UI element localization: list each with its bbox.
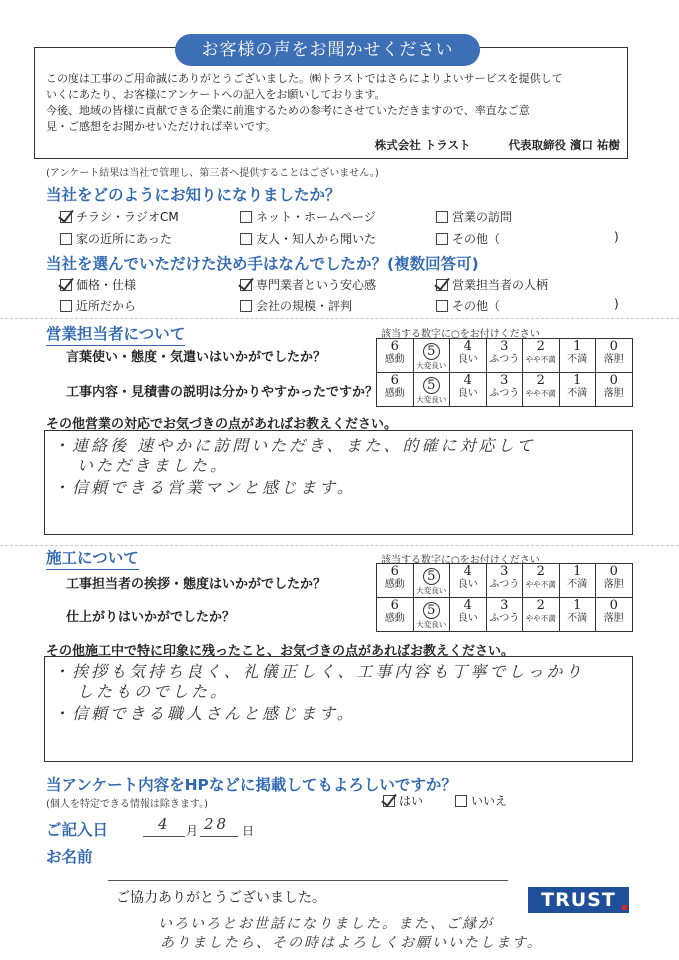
checkbox-icon[interactable] bbox=[240, 211, 252, 223]
sales-comment-prompt: その他営業の対応でお気づきの点があればお教えください。 bbox=[46, 417, 398, 432]
q2-option[interactable]: 価格・仕様 bbox=[60, 276, 136, 293]
rating-number: 6 bbox=[390, 598, 399, 613]
checkbox-icon[interactable] bbox=[60, 233, 72, 245]
checkbox-icon[interactable] bbox=[455, 795, 467, 807]
handwritten-line: いろいろとお世話になりました。また、ご縁が bbox=[158, 916, 494, 932]
construction-rating-table[interactable] bbox=[376, 563, 633, 632]
privacy-note: (アンケート結果は当社で管理し、第三者へ提供することはございません。) bbox=[46, 168, 379, 179]
rating-number: 5 bbox=[423, 602, 440, 619]
rating-number: 4 bbox=[463, 339, 472, 354]
checkbox-icon[interactable] bbox=[436, 300, 448, 312]
rating-label: 良い bbox=[457, 388, 478, 399]
rating-number: 0 bbox=[609, 339, 618, 354]
rating-cell-6[interactable] bbox=[377, 339, 414, 373]
rating-label: 感動 bbox=[384, 613, 405, 624]
rating-cell-0[interactable] bbox=[596, 373, 633, 407]
sales-question: 言葉使い・態度・気遣いはいかがでしたか？ bbox=[66, 350, 327, 365]
rating-number: 5 bbox=[423, 377, 440, 394]
comment-line: ・挨拶も気持ち良く、礼儀正しく、工事内容も丁寧でしっかり bbox=[53, 662, 585, 681]
rating-number: 3 bbox=[500, 564, 509, 579]
rating-label: やや不満 bbox=[525, 355, 556, 364]
rating-label: 落胆 bbox=[603, 354, 624, 365]
rating-cell-3[interactable] bbox=[486, 339, 523, 373]
q2-option[interactable]: その他（ bbox=[436, 297, 500, 314]
checkbox-icon[interactable] bbox=[60, 279, 72, 291]
publish-question: 当アンケート内容をHPなどに掲載してもよろしいですか？ bbox=[46, 776, 457, 794]
publish-no-option[interactable]: いいえ bbox=[455, 792, 507, 809]
rating-row bbox=[377, 598, 633, 632]
rating-number: 4 bbox=[463, 564, 472, 579]
rating-cell-2[interactable] bbox=[523, 373, 560, 407]
checkbox-icon[interactable] bbox=[60, 300, 72, 312]
rating-cell-5[interactable] bbox=[413, 339, 450, 373]
checkbox-icon[interactable] bbox=[240, 300, 252, 312]
comment-line: ・連絡後 速やかに訪問いただき、また、的確に対応して bbox=[53, 436, 536, 455]
day-unit: 日 bbox=[242, 824, 255, 838]
checkbox-icon[interactable] bbox=[240, 279, 252, 291]
q1-close-paren: ) bbox=[614, 230, 619, 244]
rating-number: 2 bbox=[536, 564, 545, 579]
rating-number: 2 bbox=[536, 598, 545, 613]
rating-number: 1 bbox=[573, 373, 582, 388]
rating-number: 4 bbox=[463, 373, 472, 388]
rating-cell-6[interactable] bbox=[377, 373, 414, 407]
q1-option[interactable]: 家の近所にあった bbox=[60, 230, 172, 247]
q1-option[interactable]: ネット・ホームページ bbox=[240, 208, 376, 225]
publish-note: (個人を特定できる情報は除きます。) bbox=[46, 799, 209, 810]
signature bbox=[300, 137, 620, 153]
comment-line: したものでした。 bbox=[77, 682, 230, 701]
rating-row bbox=[377, 373, 633, 407]
month-underline bbox=[143, 836, 185, 837]
intro-line: 見・ご感想をお聞かせいただければ幸いです。 bbox=[46, 120, 277, 133]
rating-cell-5[interactable] bbox=[413, 598, 450, 632]
q2-close-paren: ) bbox=[614, 297, 619, 311]
rating-label: 落胆 bbox=[603, 613, 624, 624]
rating-number: 1 bbox=[573, 598, 582, 613]
rating-label: ふつう bbox=[489, 613, 520, 624]
rating-label: やや不満 bbox=[525, 389, 556, 398]
construction-question: 工事担当者の挨拶・態度はいかがでしたか？ bbox=[66, 577, 327, 592]
rating-cell-2[interactable] bbox=[523, 564, 560, 598]
sales-hint: 該当する数字に○をお付けください bbox=[381, 329, 540, 340]
q2-option[interactable]: 営業担当者の人柄 bbox=[436, 276, 548, 293]
name-field[interactable] bbox=[46, 866, 626, 876]
q2-title: 当社を選んでいただけた決め手はなんでしたか？(複数回答可) bbox=[46, 255, 479, 273]
entry-day-value[interactable]: 28 bbox=[204, 815, 230, 833]
rating-label: 落胆 bbox=[603, 388, 624, 399]
rating-row bbox=[377, 339, 633, 373]
rating-label: ふつう bbox=[489, 579, 520, 590]
rating-number: 5 bbox=[423, 343, 440, 360]
rating-label: 良い bbox=[457, 613, 478, 624]
section-divider bbox=[0, 318, 679, 319]
checkbox-icon[interactable] bbox=[240, 233, 252, 245]
entry-month-value[interactable]: 4 bbox=[158, 815, 171, 833]
intro-text bbox=[46, 71, 616, 135]
rating-cell-4[interactable] bbox=[450, 339, 487, 373]
rating-number: 0 bbox=[609, 373, 618, 388]
company-name: 株式会社 トラスト bbox=[374, 138, 471, 152]
sales-question: 工事内容・見積書の説明は分かりやすかったですか？ bbox=[66, 385, 379, 400]
rating-label: 良い bbox=[457, 579, 478, 590]
q1-option[interactable]: 友人・知人から聞いた bbox=[240, 230, 376, 247]
q2-option[interactable]: 専門業者という安心感 bbox=[240, 276, 376, 293]
rating-cell-0[interactable] bbox=[596, 598, 633, 632]
construction-hint: 該当する数字に○をお付けください bbox=[381, 555, 540, 566]
rating-cell-6[interactable] bbox=[377, 598, 414, 632]
rating-cell-2[interactable] bbox=[523, 339, 560, 373]
rating-cell-0[interactable] bbox=[596, 564, 633, 598]
comment-line: いただきました。 bbox=[77, 456, 230, 475]
q1-option[interactable]: その他（ bbox=[436, 230, 500, 247]
rating-label: 良い bbox=[457, 354, 478, 365]
rating-number: 6 bbox=[390, 339, 399, 354]
name-label: お名前 bbox=[46, 848, 93, 866]
rating-label: 大変良い bbox=[416, 395, 447, 404]
form-title: お客様の声をお聞かせください bbox=[175, 34, 480, 66]
checkbox-icon[interactable] bbox=[436, 233, 448, 245]
rating-label: ふつう bbox=[489, 388, 520, 399]
q1-title: 当社をどのようにお知りになりましたか？ bbox=[46, 186, 341, 204]
rating-cell-1[interactable] bbox=[559, 339, 596, 373]
rating-number: 0 bbox=[609, 564, 618, 579]
rating-label: ふつう bbox=[489, 354, 520, 365]
logo-dot-icon bbox=[622, 905, 627, 910]
comment-line: ・信頼できる営業マンと感じます。 bbox=[53, 478, 356, 497]
thanks-text: ご協力ありがとうございました。 bbox=[116, 890, 326, 906]
rating-cell-1[interactable] bbox=[559, 598, 596, 632]
rating-number: 1 bbox=[573, 339, 582, 354]
rating-cell-4[interactable] bbox=[450, 373, 487, 407]
rating-cell-4[interactable] bbox=[450, 564, 487, 598]
intro-line: この度は工事のご用命誠にありがとうございました。㈱トラストではさらによりよいサービスを提供して bbox=[46, 72, 563, 85]
construction-comment-box[interactable] bbox=[44, 656, 633, 762]
comment-line: ・信頼できる職人さんと感じます。 bbox=[53, 704, 356, 723]
q1-option[interactable]: 営業の訪問 bbox=[436, 208, 512, 225]
rating-number: 3 bbox=[500, 339, 509, 354]
rating-label: 感動 bbox=[384, 579, 405, 590]
rating-label: 大変良い bbox=[416, 620, 447, 629]
q2-option[interactable]: 会社の規模・評判 bbox=[240, 297, 352, 314]
construction-title: 施工について bbox=[46, 546, 139, 570]
entry-date-label: ご記入日 bbox=[46, 821, 109, 839]
handwritten-line: ありましたら、その時はよろしくお願いいたします。 bbox=[160, 935, 543, 951]
rating-cell-4[interactable] bbox=[450, 598, 487, 632]
rating-cell-1[interactable] bbox=[559, 564, 596, 598]
rating-number: 2 bbox=[536, 339, 545, 354]
rating-number: 6 bbox=[390, 564, 399, 579]
rating-label: 不満 bbox=[567, 613, 588, 624]
rating-cell-2[interactable] bbox=[523, 598, 560, 632]
rating-cell-1[interactable] bbox=[559, 373, 596, 407]
footer-divider bbox=[108, 880, 508, 881]
q2-option[interactable]: 近所だから bbox=[60, 297, 136, 314]
checkbox-icon[interactable] bbox=[383, 795, 395, 807]
rating-label: 大変良い bbox=[416, 586, 447, 595]
rating-number: 0 bbox=[609, 598, 618, 613]
rating-label: 大変良い bbox=[416, 361, 447, 370]
rating-cell-5[interactable] bbox=[413, 373, 450, 407]
rating-cell-3[interactable] bbox=[486, 598, 523, 632]
rating-label: 不満 bbox=[567, 354, 588, 365]
rating-number: 1 bbox=[573, 564, 582, 579]
q1-option[interactable]: チラシ・ラジオCM bbox=[60, 208, 179, 225]
rating-label: 落胆 bbox=[603, 579, 624, 590]
rating-number: 6 bbox=[390, 373, 399, 388]
intro-line: 今後、地域の皆様に貢献できる企業に前進するための参考にさせていただきますので、率直なご意 bbox=[46, 104, 530, 117]
intro-line: いくにあたり、お客様にアンケートへの記入をお願いしております。 bbox=[46, 88, 386, 101]
rating-number: 3 bbox=[500, 598, 509, 613]
rating-cell-5[interactable] bbox=[413, 564, 450, 598]
checkbox-icon[interactable] bbox=[436, 279, 448, 291]
sales-title: 営業担当者について bbox=[46, 322, 185, 346]
rating-label: 不満 bbox=[567, 388, 588, 399]
sales-comment-box[interactable] bbox=[44, 430, 633, 535]
rating-row bbox=[377, 564, 633, 598]
rating-number: 3 bbox=[500, 373, 509, 388]
rating-label: やや不満 bbox=[525, 580, 556, 589]
trust-logo: TRUST bbox=[528, 887, 629, 913]
rating-label: 感動 bbox=[384, 388, 405, 399]
rating-label: 不満 bbox=[567, 579, 588, 590]
rating-number: 2 bbox=[536, 373, 545, 388]
construction-comment-prompt: その他施工中で特に印象に残ったこと、お気づきの点があればお教えください。 bbox=[46, 644, 515, 659]
rating-cell-3[interactable] bbox=[486, 564, 523, 598]
rating-label: 感動 bbox=[384, 354, 405, 365]
checkbox-icon[interactable] bbox=[436, 211, 448, 223]
sales-rating-table[interactable] bbox=[376, 338, 633, 407]
rating-label: やや不満 bbox=[525, 614, 556, 623]
rating-cell-0[interactable] bbox=[596, 339, 633, 373]
rating-number: 5 bbox=[423, 568, 440, 585]
rating-number: 4 bbox=[463, 598, 472, 613]
month-unit: 月 bbox=[186, 824, 199, 838]
day-underline bbox=[200, 836, 238, 837]
publish-yes-option[interactable]: はい bbox=[383, 792, 423, 809]
checkbox-icon[interactable] bbox=[60, 211, 72, 223]
rating-cell-3[interactable] bbox=[486, 373, 523, 407]
ceo-name: 代表取締役 濱口 祐樹 bbox=[508, 138, 620, 152]
construction-question: 仕上がりはいかがでしたか？ bbox=[66, 610, 236, 625]
rating-cell-6[interactable] bbox=[377, 564, 414, 598]
